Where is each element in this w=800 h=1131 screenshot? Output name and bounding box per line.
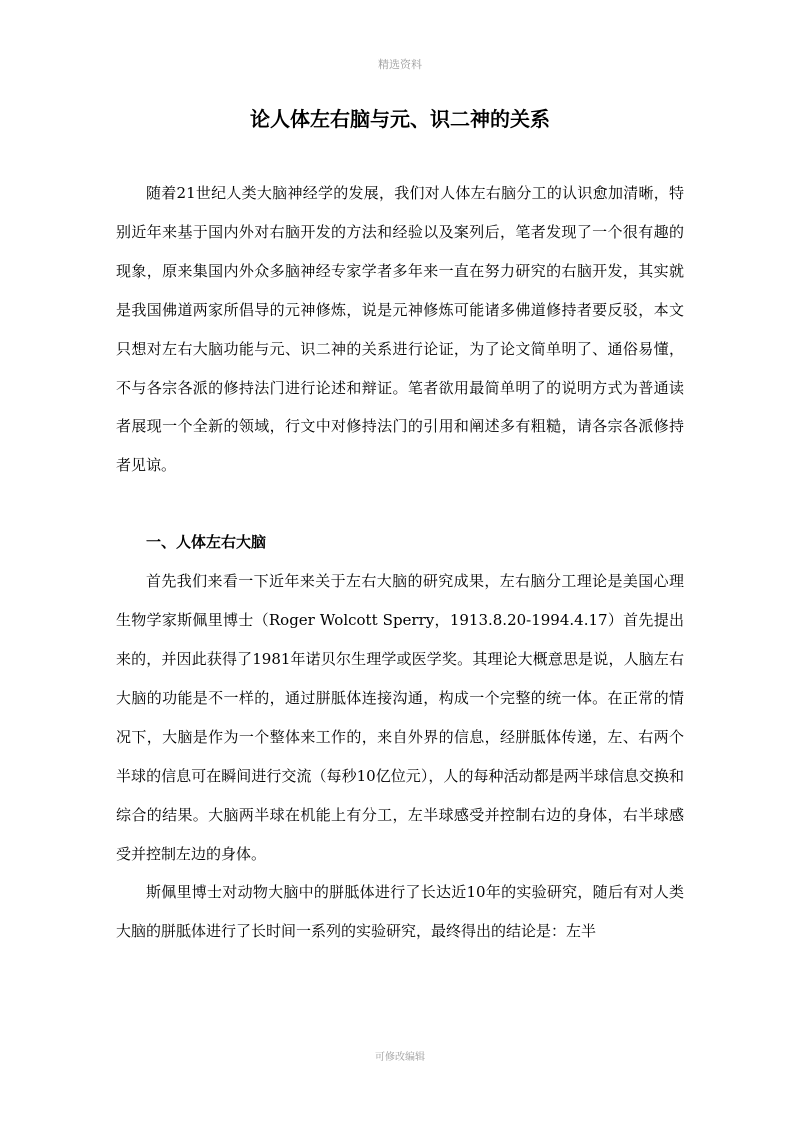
page-footer: 可修改编辑 [375, 1052, 425, 1063]
section-paragraph-1: 首先我们来看一下近年来关于左右大脑的研究成果，左右脑分工理论是美国心理生物学家斯佩里博士（Roger Wolcott Sperry，1913.8.20-1994.4.17）首先提出来的，并因此获得了1981年诺贝尔生理学或医学奖。其理论大概意思是说，人脑左右大脑的功能是不一样的，通过胼胝体连接沟通，构成一个完整的统一体。在正常的情况下，大脑是作为一个整体来工作的，来自外界的信息，经胼胝体传递，左、右两个半球的信息可在瞬间进行交流（每秒10亿位元），人的每种活动都是两半球信息交换和综合的结果。大脑两半球在机能上有分工，左半球感受并控制右边的身体，右半球感受并控制左边的身体。 [116, 572, 684, 863]
section-heading: 一、人体左右大脑 [146, 533, 267, 552]
document-body [116, 174, 684, 951]
document-title: 论人体左右脑与元、识二神的关系 [250, 107, 550, 131]
section-paragraph-2: 斯佩里博士对动物大脑中的胼胝体进行了长达近10年的实验研究，随后有对人类大脑的胼胝体进行了长时间一系列的实验研究，最终得出的结论是：左半 [116, 883, 684, 941]
paragraph-gap [116, 485, 684, 523]
page-header: 精选资料 [378, 58, 422, 71]
intro-paragraph: 随着21世纪人类大脑神经学的发展，我们对人体左右脑分工的认识愈加清晰，特别近年来基于国内外对右脑开发的方法和经验以及案列后，笔者发现了一个很有趣的现象，原来集国内外众多脑神经专家学者多年来一直在努力研究的右脑开发，其实就是我国佛道两家所倡导的元神修炼，说是元神修炼可能诸多佛道修持者要反驳，本文只想对左右大脑功能与元、识二神的关系进行论证，为了论文简单明了、通俗易懂，不与各宗各派的修持法门进行论述和辩证。笔者欲用最简单明了的说明方式为普通读者展现一个全新的领域，行文中对修持法门的引用和阐述多有粗糙，请各宗各派修持者见谅。 [116, 184, 684, 475]
